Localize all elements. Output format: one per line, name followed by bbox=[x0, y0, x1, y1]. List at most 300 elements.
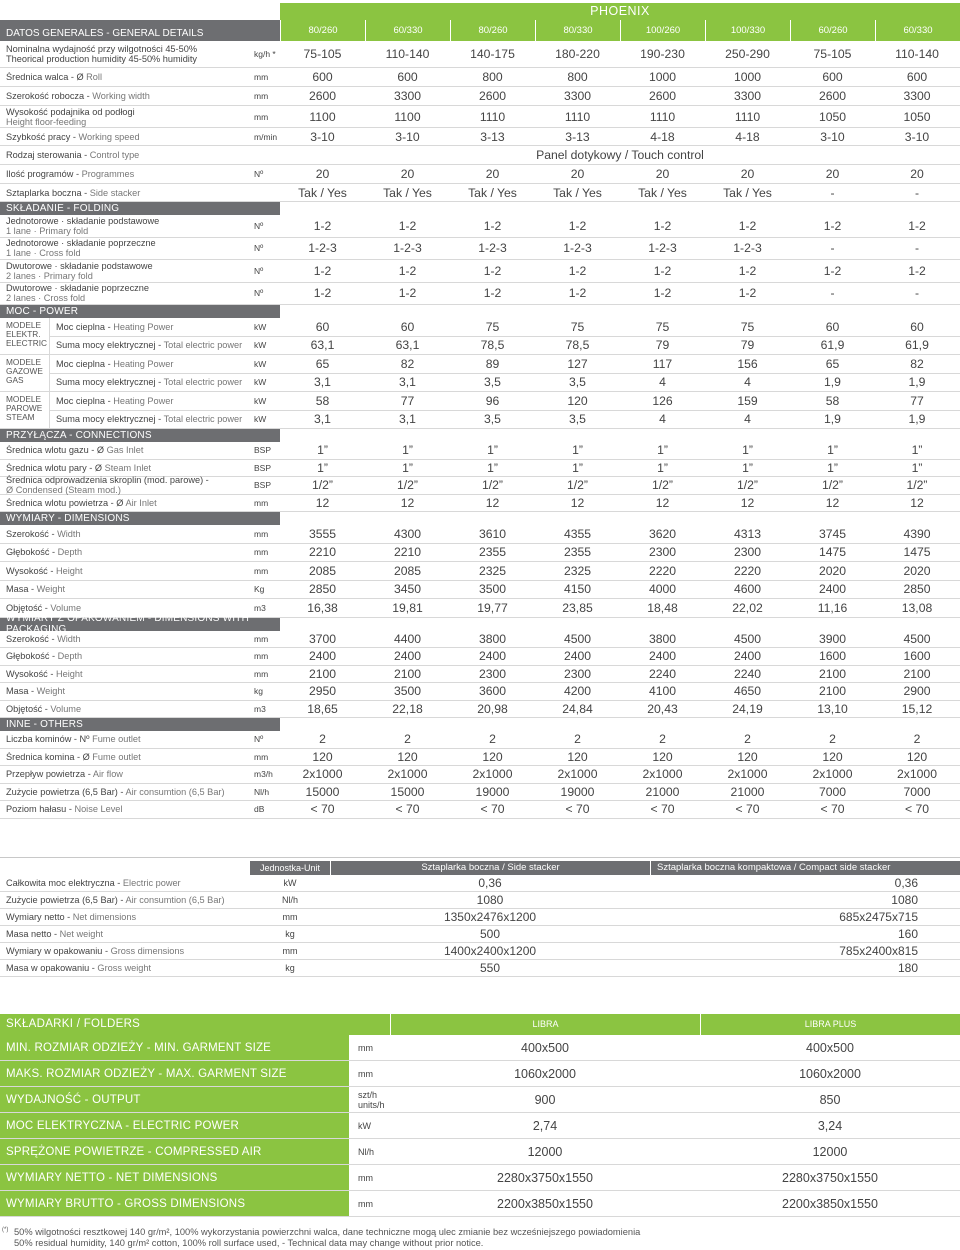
value-cell: Tak / Yes bbox=[298, 185, 347, 200]
row-label-en: 2 lanes · Primary fold bbox=[6, 270, 93, 281]
row-label bbox=[0, 238, 250, 258]
value-cell: 1-2 bbox=[313, 286, 332, 301]
row-label-pl: Masa netto - bbox=[6, 929, 60, 939]
value-cell: 12 bbox=[910, 495, 924, 510]
row-label-pl: Poziom hałasu - bbox=[6, 804, 75, 815]
row-label bbox=[0, 752, 250, 762]
value-cell: 1475 bbox=[818, 545, 847, 560]
row-label-pl: Zużycie powietrza (6,5 Bar) - bbox=[6, 786, 126, 797]
value-cell: 1,9 bbox=[824, 412, 841, 427]
folder-row-label: WYMIARY NETTO - NET DIMENSIONS bbox=[0, 1165, 350, 1190]
unit-cell: mm bbox=[254, 91, 269, 101]
power-group bbox=[0, 318, 960, 355]
value-cell: 12 bbox=[825, 495, 840, 510]
row-label-pl: Średnica odprowadzenia skroplin (mod. parowe) - bbox=[6, 475, 209, 486]
value-cell: 3,5 bbox=[569, 375, 586, 390]
row-label bbox=[0, 963, 250, 973]
value-cell: 20 bbox=[910, 167, 924, 181]
value-cell: 2900 bbox=[903, 684, 931, 699]
spec-row bbox=[50, 355, 960, 374]
value-cell: 1-2 bbox=[483, 263, 502, 278]
model-header-row bbox=[0, 20, 960, 41]
value-cell: 4400 bbox=[393, 631, 422, 646]
row-label-pl: Całkowita moc elektryczna - bbox=[6, 878, 123, 888]
power-section-title: MOC - POWER bbox=[0, 305, 280, 318]
row-label-pl: Dwutorowe · składanie podstawowe bbox=[6, 260, 153, 271]
model-header-0: 80/260 bbox=[280, 20, 365, 41]
row-label bbox=[0, 445, 250, 455]
spec-row bbox=[0, 581, 960, 600]
value-cell: 250-290 bbox=[725, 47, 770, 61]
value-cell: 3610 bbox=[478, 526, 507, 541]
unit-cell: mm bbox=[254, 633, 269, 644]
value-cell: 20 bbox=[570, 167, 585, 181]
value-cell: - bbox=[830, 286, 835, 301]
row-label-en: Side stacker bbox=[89, 187, 141, 198]
value-cell: 3,1 bbox=[399, 375, 416, 390]
folders-title: SKŁADARKI / FOLDERS bbox=[0, 1014, 350, 1035]
row-label bbox=[0, 734, 250, 744]
row-label-en: 1 lane · Cross fold bbox=[6, 248, 81, 259]
value-cell: 2 bbox=[404, 732, 411, 747]
folders-table bbox=[0, 1014, 960, 1217]
unit-cell: kW bbox=[254, 395, 267, 406]
value-cell: 4-18 bbox=[735, 129, 760, 144]
value-cell: 2100 bbox=[308, 666, 337, 681]
value-cell: 117 bbox=[652, 356, 673, 371]
value-cell: 2x1000 bbox=[897, 767, 937, 782]
value-cell: 156 bbox=[737, 356, 758, 371]
value-cell: 3500 bbox=[393, 684, 422, 699]
folder-row bbox=[0, 1061, 960, 1087]
phoenix-spec-table bbox=[0, 3, 960, 819]
compact-stacker-value: 160 bbox=[897, 927, 918, 941]
folder-row-label: WYMIARY BRUTTO - GROSS DIMENSIONS bbox=[0, 1191, 350, 1216]
value-cell: 2 bbox=[913, 732, 921, 747]
unit-cell: mm bbox=[254, 547, 269, 558]
value-cell: 63,1 bbox=[395, 338, 420, 353]
spec-row bbox=[0, 165, 960, 184]
value-cell: 4500 bbox=[733, 631, 762, 646]
value-cell: 2950 bbox=[308, 684, 337, 699]
libra-value: 12000 bbox=[527, 1144, 563, 1159]
unit-cell: Nl/h bbox=[358, 1146, 375, 1157]
value-cell: 4 bbox=[744, 412, 751, 427]
value-cell: 4150 bbox=[563, 582, 592, 597]
row-label-en: Height bbox=[55, 668, 83, 679]
value-cell: 20 bbox=[655, 167, 670, 181]
libra-value: 1060x2000 bbox=[514, 1066, 576, 1081]
row-label bbox=[0, 132, 250, 142]
row-label-en: Depth bbox=[57, 547, 83, 558]
row-label-en: Noise Level bbox=[74, 804, 123, 815]
row-label-en: Height bbox=[55, 565, 83, 576]
side-stacker-value: 500 bbox=[479, 927, 501, 941]
value-cell: - bbox=[914, 286, 920, 301]
spec-row bbox=[0, 238, 960, 261]
value-cell: 1” bbox=[402, 443, 413, 458]
value-cell: 2325 bbox=[478, 563, 507, 578]
value-cell: 4313 bbox=[733, 526, 762, 541]
value-cell: 2 bbox=[659, 732, 666, 747]
value-cell: 1” bbox=[827, 460, 838, 475]
value-cell: 7000 bbox=[818, 784, 847, 799]
value-cell: 1-2 bbox=[483, 286, 502, 301]
spec-row bbox=[0, 146, 960, 165]
value-cell: 120 bbox=[906, 749, 928, 764]
value-cell: 110-140 bbox=[385, 47, 430, 61]
spec-row bbox=[0, 683, 960, 701]
row-label bbox=[0, 704, 250, 714]
value-cell: 1,9 bbox=[908, 412, 926, 427]
value-cell: 63,1 bbox=[310, 338, 335, 353]
value-cell: 1-2 bbox=[568, 218, 587, 233]
folder-row bbox=[0, 1087, 960, 1113]
value-cell: 1110 bbox=[564, 109, 591, 124]
row-label-en: Air consumtion (6,5 Bar) bbox=[125, 895, 225, 905]
row-label-pl: Wysokość podajnika od podłogi bbox=[6, 106, 135, 117]
value-cell: 2x1000 bbox=[557, 767, 598, 782]
row-label-en: Working width bbox=[92, 91, 150, 101]
compact-stacker-value: 785x2400x815 bbox=[839, 944, 918, 958]
row-label-pl: Suma mocy elektrycznej - bbox=[56, 340, 164, 351]
spec-row bbox=[50, 411, 960, 430]
phoenix-title-row bbox=[0, 3, 960, 20]
row-label bbox=[0, 787, 250, 797]
unit-cell: m/min bbox=[254, 131, 278, 142]
value-cell: 126 bbox=[652, 393, 673, 408]
spec-row bbox=[0, 106, 960, 128]
row-label bbox=[0, 44, 250, 64]
spec-row bbox=[0, 544, 960, 563]
value-cell: 16,38 bbox=[307, 600, 338, 615]
value-cell: 1” bbox=[742, 460, 753, 475]
value-cell: 600 bbox=[312, 70, 333, 84]
row-label-pl: Masa w opakowaniu - bbox=[6, 963, 98, 973]
row-label-en: Control type bbox=[89, 150, 140, 160]
row-label-en: Net dimensions bbox=[72, 912, 137, 922]
row-label-en: Gross weight bbox=[97, 963, 152, 973]
group-name-line: MODELE bbox=[6, 320, 42, 330]
row-label-en: Weight bbox=[36, 584, 66, 595]
value-cell: 3800 bbox=[648, 631, 677, 646]
value-cell: 7000 bbox=[903, 784, 931, 799]
row-label-en: Volume bbox=[50, 703, 82, 714]
row-label-en: Volume bbox=[50, 602, 82, 613]
power-group-name bbox=[0, 392, 50, 429]
side-stacker-value: 0,36 bbox=[478, 876, 502, 890]
libra-plus-value: 850 bbox=[819, 1092, 841, 1107]
row-label bbox=[0, 547, 250, 557]
libra-plus-value: 12000 bbox=[812, 1144, 848, 1159]
value-cell: 3300 bbox=[393, 89, 422, 103]
footnote-marker: (*) bbox=[2, 1227, 9, 1233]
unit-cell: mm bbox=[358, 1172, 373, 1183]
value-cell: 2300 bbox=[478, 666, 507, 681]
spec-row bbox=[50, 337, 960, 356]
row-label-pl: Średnica wlotu pary - Ø bbox=[6, 462, 105, 473]
unit-cell: m3 bbox=[254, 602, 266, 613]
libra-plus-value: 2200x3850x1550 bbox=[782, 1196, 878, 1211]
row-label bbox=[50, 414, 250, 424]
folder-row bbox=[0, 1165, 960, 1191]
spec-row bbox=[0, 477, 960, 495]
libra-plus-value: 2280x3750x1550 bbox=[782, 1170, 878, 1185]
side-stacker-header: Sztaplarka boczna / Side stacker bbox=[330, 861, 650, 875]
row-label-en: Theorical production humidity 45-50% humidity bbox=[6, 54, 197, 64]
value-cell: 77 bbox=[910, 393, 924, 408]
value-cell: 120 bbox=[652, 749, 673, 764]
value-cell: 1” bbox=[317, 460, 328, 475]
stacker-row bbox=[0, 926, 960, 943]
group-name-line: GAZOWE bbox=[6, 366, 43, 376]
group-name-line: ELEKTR. bbox=[6, 329, 41, 339]
row-label bbox=[0, 946, 250, 956]
stacker-row bbox=[0, 892, 960, 909]
spec-row bbox=[0, 666, 960, 684]
row-label-en: Heating Power bbox=[113, 358, 174, 369]
model-header-5: 100/330 bbox=[705, 20, 790, 41]
value-cell: 79 bbox=[655, 338, 670, 353]
value-cell: 89 bbox=[485, 356, 500, 371]
value-cell: 12 bbox=[740, 495, 755, 510]
side-stacker-value: 1350x2476x1200 bbox=[443, 910, 537, 924]
value-cell: 2x1000 bbox=[727, 767, 768, 782]
unit-cell: Nº bbox=[254, 288, 264, 299]
compact-stacker-header: Sztaplarka boczna kompaktowa / Compact side stacker bbox=[650, 861, 960, 875]
value-cell: 1” bbox=[487, 443, 498, 458]
unit-cell: kg bbox=[285, 929, 295, 939]
value-cell: 2300 bbox=[563, 666, 592, 681]
unit-cell: mm bbox=[254, 111, 269, 122]
value-cell: 19000 bbox=[475, 784, 510, 799]
value-cell: 1-2 bbox=[653, 263, 672, 278]
row-label-en: Ø Condensed (Steam mod.) bbox=[6, 485, 121, 496]
folder-row bbox=[0, 1113, 960, 1139]
row-label-pl: Szerokość - bbox=[6, 528, 58, 539]
row-label bbox=[0, 150, 250, 160]
unit-cell: Nl/h bbox=[281, 895, 298, 905]
unit-cell: mm bbox=[254, 565, 269, 576]
stacker-table bbox=[0, 861, 960, 977]
value-cell: Tak / Yes bbox=[468, 185, 517, 200]
spec-row bbox=[50, 318, 960, 337]
value-cell: 1-2 bbox=[823, 218, 842, 233]
value-cell: 1-2 bbox=[313, 218, 332, 233]
spec-row bbox=[0, 648, 960, 666]
unit-cell: mm bbox=[254, 651, 269, 662]
value-cell: 120 bbox=[822, 749, 843, 764]
folder-row-label: MIN. ROZMIAR ODZIEŻY - MIN. GARMENT SIZE bbox=[0, 1035, 350, 1060]
row-label-en: Fume outlet bbox=[92, 734, 141, 745]
value-cell: 20 bbox=[825, 167, 840, 181]
row-label bbox=[0, 498, 250, 508]
value-cell: 2020 bbox=[818, 563, 847, 578]
value-cell: 58 bbox=[315, 393, 330, 408]
value-cell: 1,9 bbox=[824, 375, 841, 390]
value-cell: 120 bbox=[737, 749, 758, 764]
value-cell: 15,12 bbox=[901, 701, 933, 716]
side-stacker-value: 1400x2400x1200 bbox=[443, 944, 537, 958]
value-cell: 1-2 bbox=[908, 263, 926, 278]
value-cell: - bbox=[914, 185, 920, 200]
value-cell: 2x1000 bbox=[387, 767, 428, 782]
row-label-en: Total electric power bbox=[163, 414, 243, 425]
libra-value: 2,74 bbox=[532, 1118, 558, 1133]
stacker-row bbox=[0, 943, 960, 960]
value-cell: 18,65 bbox=[307, 701, 338, 716]
spanned-value: Panel dotykowy / Touch control bbox=[536, 148, 704, 162]
row-label-en: Roll bbox=[86, 72, 102, 82]
value-cell: < 70 bbox=[480, 802, 505, 817]
value-cell: 24,84 bbox=[562, 701, 593, 716]
value-cell: 800 bbox=[482, 70, 503, 84]
value-cell: 3-13 bbox=[565, 129, 590, 144]
value-cell: 1-2 bbox=[738, 286, 757, 301]
value-cell: 1” bbox=[657, 443, 668, 458]
row-label-pl: Szybkość pracy - bbox=[6, 131, 79, 142]
value-cell: 61,9 bbox=[905, 338, 929, 353]
value-cell: 60 bbox=[825, 319, 840, 334]
spec-row bbox=[0, 525, 960, 544]
row-label-pl: Objętość - bbox=[6, 703, 51, 714]
power-group-rows bbox=[50, 318, 960, 355]
power-group-rows bbox=[50, 355, 960, 392]
row-label-pl: Średnica wlotu powietrza - Ø bbox=[6, 497, 126, 508]
value-cell: 3-10 bbox=[904, 129, 930, 144]
group-name-line: PAROWE bbox=[6, 403, 43, 413]
value-cell: 75-105 bbox=[303, 47, 342, 61]
row-label-en: Heating Power bbox=[113, 321, 174, 332]
value-cell: 1/2” bbox=[821, 478, 843, 493]
phoenix-title: PHOENIX bbox=[280, 3, 960, 20]
compact-stacker-value: 180 bbox=[897, 961, 918, 975]
value-cell: 11,16 bbox=[817, 600, 848, 615]
value-cell: 12 bbox=[570, 495, 585, 510]
value-cell: 2 bbox=[744, 732, 751, 747]
unit-cell: BSP bbox=[254, 480, 272, 491]
value-cell: 140-175 bbox=[470, 47, 515, 61]
unit-cell: kW bbox=[283, 878, 297, 888]
value-cell: 2400 bbox=[733, 649, 762, 664]
value-cell: 1600 bbox=[903, 649, 931, 664]
spec-row bbox=[0, 68, 960, 87]
row-label bbox=[0, 463, 250, 473]
libra-value: 900 bbox=[534, 1092, 556, 1107]
value-cell: 2400 bbox=[818, 582, 847, 597]
row-label-pl: Średnica komina - Ø bbox=[6, 751, 93, 762]
value-cell: 75 bbox=[740, 319, 755, 334]
unit-cell: Nº bbox=[254, 734, 264, 745]
value-cell: 4 bbox=[659, 375, 666, 390]
row-label bbox=[0, 912, 250, 922]
value-cell: 2300 bbox=[648, 545, 677, 560]
row-label-pl: Szerokość - bbox=[6, 633, 58, 644]
model-header-3: 80/330 bbox=[535, 20, 620, 41]
value-cell: 1-2-3 bbox=[648, 241, 677, 256]
unit-cell: Nº bbox=[254, 169, 264, 179]
row-label-en: Depth bbox=[57, 651, 83, 662]
spec-row bbox=[0, 784, 960, 802]
value-cell: 1/2” bbox=[396, 478, 418, 493]
footnote bbox=[0, 1227, 960, 1249]
divider bbox=[0, 857, 960, 858]
unit-cell: mm bbox=[254, 751, 269, 762]
group-name-line: ELECTRIC bbox=[6, 338, 48, 348]
stacker-row bbox=[0, 960, 960, 977]
libra-plus-value: 3,24 bbox=[817, 1118, 843, 1133]
value-cell: Tak / Yes bbox=[638, 185, 687, 200]
value-cell: 12 bbox=[315, 495, 330, 510]
value-cell: 2355 bbox=[478, 545, 507, 560]
value-cell: 1/2” bbox=[736, 478, 758, 493]
value-cell: 1,9 bbox=[908, 375, 926, 390]
row-label-pl: Liczba kominów - Nº bbox=[6, 734, 93, 745]
unit-cell: mm bbox=[254, 72, 269, 82]
value-cell: 1” bbox=[827, 443, 838, 458]
value-cell: 78,5 bbox=[565, 338, 590, 353]
value-cell: 127 bbox=[567, 356, 588, 371]
unit-cell: mm bbox=[282, 946, 298, 956]
value-cell: 1-2 bbox=[653, 218, 672, 233]
value-cell: 2400 bbox=[308, 649, 337, 664]
value-cell: 21000 bbox=[645, 784, 680, 799]
general-section-title: DATOS GENERALES - GENERAL DETAILS bbox=[0, 20, 280, 41]
side-stacker-value: 550 bbox=[479, 961, 501, 975]
row-label-en: Gross dimensions bbox=[110, 946, 185, 956]
value-cell: 75 bbox=[655, 319, 670, 334]
libra-value: 2200x3850x1550 bbox=[497, 1196, 593, 1211]
value-cell: 1” bbox=[572, 460, 583, 475]
value-cell: 120 bbox=[567, 749, 588, 764]
row-label bbox=[50, 322, 250, 332]
value-cell: 20 bbox=[400, 167, 415, 181]
value-cell: 20,98 bbox=[477, 701, 508, 716]
unit-cell: mm bbox=[254, 497, 269, 508]
value-cell: 3,5 bbox=[484, 412, 501, 427]
value-cell: 2325 bbox=[563, 563, 592, 578]
value-cell: 1/2” bbox=[481, 478, 503, 493]
value-cell: 4-18 bbox=[650, 129, 675, 144]
row-label bbox=[50, 340, 250, 350]
value-cell: 1-2 bbox=[653, 286, 672, 301]
row-label bbox=[0, 929, 250, 939]
value-cell: 65 bbox=[315, 356, 330, 371]
value-cell: 3-10 bbox=[395, 129, 420, 144]
row-label-en: Width bbox=[57, 633, 81, 644]
value-cell: 3500 bbox=[478, 582, 507, 597]
value-cell: 12 bbox=[400, 495, 415, 510]
value-cell: 1-2 bbox=[568, 286, 587, 301]
value-cell: 1000 bbox=[648, 70, 677, 84]
value-cell: 120 bbox=[312, 749, 333, 764]
value-cell: 1600 bbox=[818, 649, 847, 664]
unit-cell: kg/h * bbox=[254, 49, 276, 59]
value-cell: 1-2-3 bbox=[733, 241, 762, 256]
folder-row bbox=[0, 1191, 960, 1217]
value-cell: 3,5 bbox=[484, 375, 501, 390]
row-label-en: Heating Power bbox=[113, 395, 174, 406]
row-label-en: Air Inlet bbox=[125, 497, 157, 508]
connections-section-title: PRZYŁĄCZA - CONNECTIONS bbox=[0, 429, 280, 442]
unit-cell: kW bbox=[254, 377, 267, 388]
dimensions-section-title: WYMIARY - DIMENSIONS bbox=[0, 512, 280, 525]
row-label-en: Electric power bbox=[122, 878, 181, 888]
spec-row bbox=[0, 766, 960, 784]
row-label bbox=[0, 686, 250, 696]
value-cell: 1” bbox=[742, 443, 753, 458]
row-label bbox=[50, 359, 250, 369]
